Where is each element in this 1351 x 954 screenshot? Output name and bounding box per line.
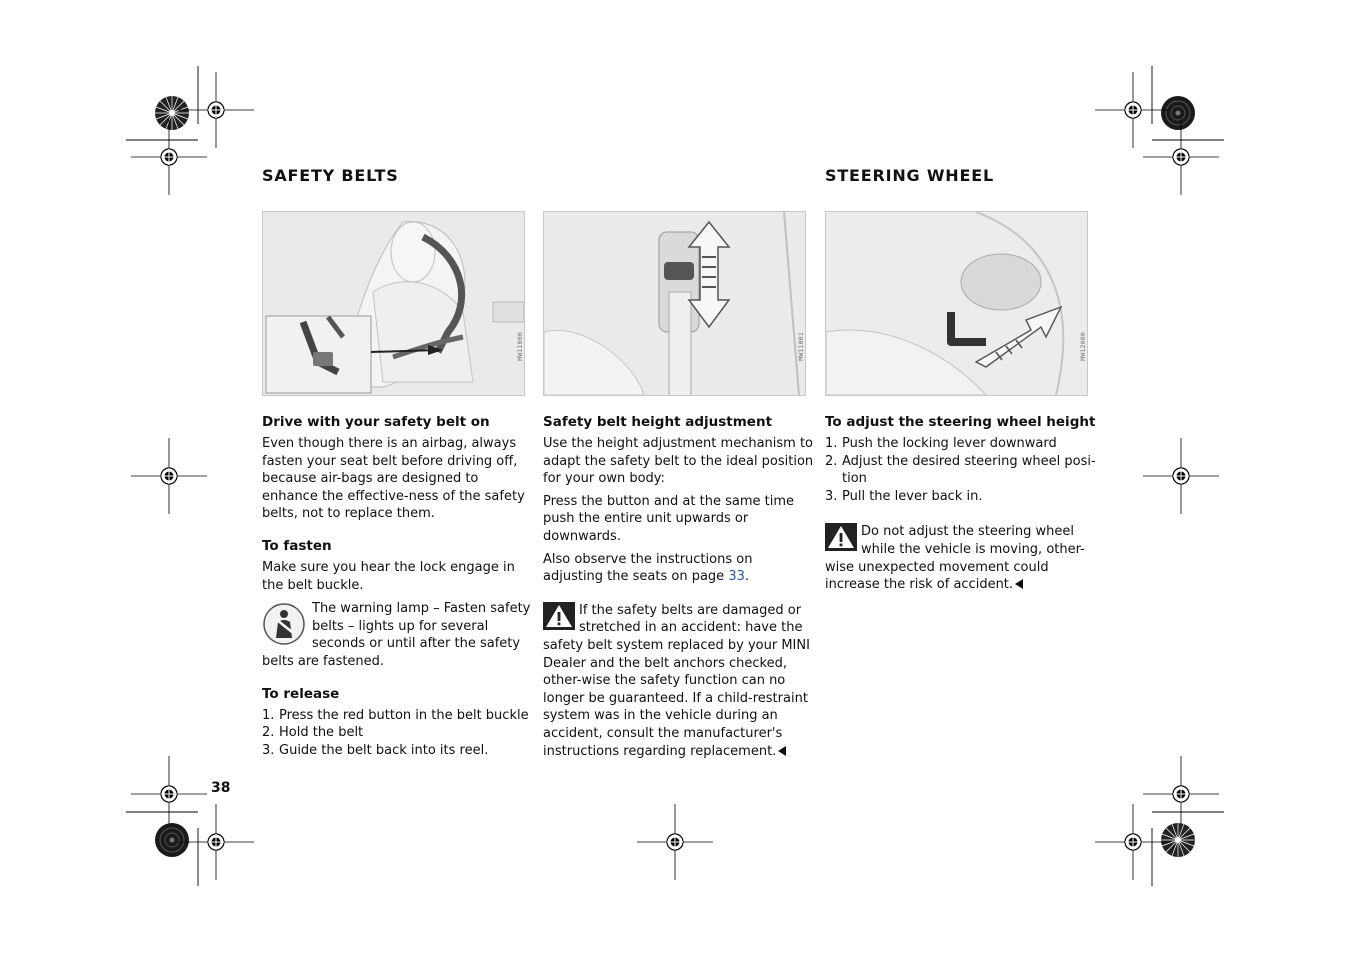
paragraph-airbag-note: Even though there is an airbag, always fasten your seat belt before driving off, because air-bags are designed to enhance the effective-ness of the safety belts, not to replace them. [262, 436, 525, 522]
paragraph-height-mechanism: Use the height adjustment mechanism to adapt the safety belt to the ideal position for your own body: [543, 436, 814, 487]
end-marker-icon [778, 746, 786, 756]
heading-to-release: To release [262, 685, 340, 702]
figure-belt-height-adjustment [543, 211, 806, 396]
paragraph-seat-reference: Also observe the instructions on adjusting the seats on page 33. [543, 551, 753, 585]
paragraph-press-button: Press the button and at the same time push the entire unit upwards or downwards. [543, 493, 794, 544]
heading-drive-with-belt: Drive with your safety belt on [262, 414, 490, 430]
list-item: 3. Pull the lever back in. [825, 488, 983, 504]
figure-steering-wheel-lever [825, 211, 1088, 396]
warning-triangle-icon [825, 523, 857, 551]
section-title-steering-wheel: STEERING WHEEL [825, 166, 994, 185]
page-reference-link[interactable]: 33 [728, 569, 745, 585]
list-item: 2. Adjust the desired steering wheel posi-tion [825, 453, 1096, 487]
warning-text-belt-damage: If the safety belts are damaged or stretched in an accident: have the safety belt system replaced by your MINI Dealer and the belt anchors checked, other-wise the safety function can no longer be guaranteed. If a child-restraint system was in the vehicle during an accident, consult the manufacturer's instructions regarding replacement. [543, 602, 810, 759]
column-steering-wheel [825, 413, 1097, 594]
heading-steering-wheel-height: To adjust the steering wheel height [825, 414, 1096, 430]
paragraph-warning-lamp: The warning lamp – Fasten safety belts – lights up for several seconds or until after the safety belts are fastened. [262, 601, 531, 669]
warning-block-steering [825, 523, 1097, 593]
heading-to-fasten: To fasten [262, 537, 332, 554]
list-item: 2. Hold the belt [262, 725, 364, 741]
list-item: 1. Press the red button in the belt buckle [262, 707, 529, 723]
column-safety-belt-basics [262, 413, 534, 759]
warning-text-steering: Do not adjust the steering wheel while the vehicle is moving, other-wise unexpected movement could increase the risk of accident. [825, 524, 1085, 593]
list-item: 1. Push the locking lever downward [825, 436, 1057, 451]
list-item: 3. Guide the belt back into its reel. [262, 742, 489, 758]
list-steering-steps [825, 435, 1097, 505]
figure-code: MW11001 [797, 332, 805, 361]
seatbelt-warning-lamp-icon [262, 602, 306, 646]
figure-code: MW12000 [1079, 332, 1087, 361]
column-belt-height [543, 413, 815, 760]
section-title-safety-belts: SAFETY BELTS [262, 166, 399, 185]
end-marker-icon [1015, 579, 1023, 589]
figure-code: MW11000 [516, 332, 524, 361]
paragraph-lock-engage: Make sure you hear the lock engage in the belt buckle. [262, 559, 515, 593]
warning-block-belt-damage [543, 602, 815, 760]
list-release-steps [262, 707, 534, 760]
warning-triangle-icon [543, 602, 575, 630]
heading-belt-height-adjustment: Safety belt height adjustment [543, 414, 773, 430]
page-number: 38 [211, 780, 231, 796]
lamp-note-block [262, 600, 534, 670]
figure-seatbelt-fastening [262, 211, 525, 396]
